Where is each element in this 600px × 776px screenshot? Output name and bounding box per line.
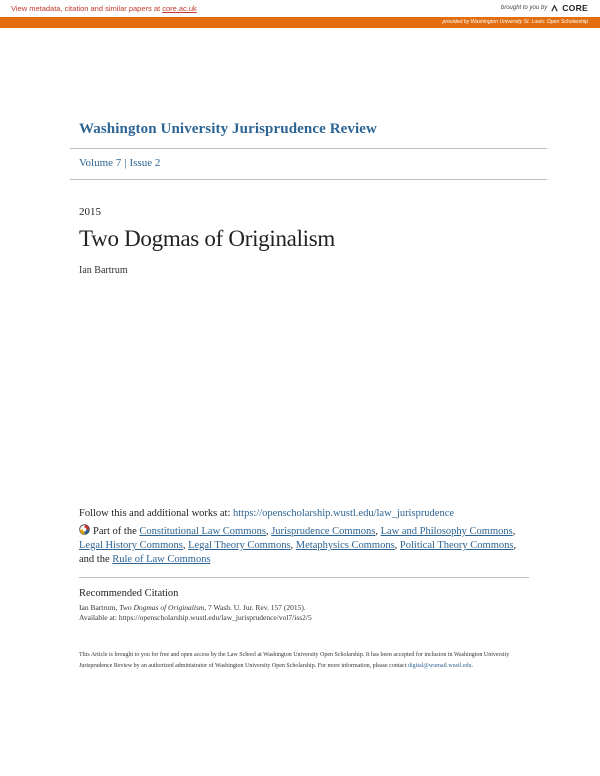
commons-link[interactable]: Political Theory Commons — [399, 540, 514, 551]
article-title: Two Dogmas of Originalism — [79, 226, 336, 251]
article-author: Ian Bartrum — [79, 265, 128, 276]
core-provided-by[interactable]: provided by Washington University St. Louis: Open Scholarship — [442, 18, 588, 25]
commons-link[interactable]: Constitutional Law Commons — [139, 526, 266, 537]
volume-issue: Volume 7 | Issue 2 — [79, 157, 161, 169]
commons-link[interactable]: Jurisprudence Commons — [271, 526, 376, 537]
part-of-commons: Part of the Constitutional Law Commons, Jurisprudence Commons, Law and Philosophy Commons, Legal History Commons, Legal Theory Commons, Metaphysics Commons, Political Theory Commons, and the Rule of Law Commons — [79, 526, 517, 565]
core-brought-by: brought to you by CORE — [500, 3, 588, 13]
core-ac-uk-link[interactable]: core.ac.uk — [162, 4, 197, 13]
commons-link[interactable]: Rule of Law Commons — [112, 554, 211, 565]
divider — [79, 577, 529, 578]
core-provided-bar — [0, 17, 600, 28]
follow-line: Follow this and additional works at: https://openscholarship.wustl.edu/law_jurisprudence — [79, 508, 455, 519]
commons-link[interactable]: Legal History Commons — [79, 540, 183, 551]
journal-title[interactable]: Washington University Jurisprudence Review — [79, 121, 377, 137]
core-logo-icon — [550, 4, 559, 13]
citation-text: Ian Bartrum, Two Dogmas of Originalism, 7 Wash. U. Jur. Rev. 157 (2015). Available at: https://openscholarship.wustl.edu/law_jurisprudence/vol7/iss2/5 — [79, 603, 312, 622]
divider — [70, 148, 547, 149]
issue-link[interactable]: Issue 2 — [129, 157, 161, 169]
volume-link[interactable]: Volume 7 — [79, 157, 122, 169]
commons-link[interactable]: Metaphysics Commons — [295, 540, 395, 551]
repository-link[interactable]: https://openscholarship.wustl.edu/law_jurisprudence — [233, 508, 455, 519]
divider — [70, 179, 547, 180]
network-commons-icon — [79, 524, 90, 535]
article-year: 2015 — [79, 206, 101, 218]
core-banner — [0, 0, 600, 17]
recommended-citation-heading: Recommended Citation — [79, 588, 179, 599]
core-metadata-text: View metadata, citation and similar papers at core.ac.uk — [11, 4, 197, 13]
commons-link[interactable]: Law and Philosophy Commons — [380, 526, 513, 537]
citation-available-url[interactable]: Available at: https://openscholarship.wustl.edu/law_jurisprudence/vol7/iss2/5 — [79, 613, 312, 622]
core-logo[interactable]: CORE — [562, 3, 588, 13]
contact-email-link[interactable]: digital@wumail.wustl.edu — [408, 662, 472, 669]
commons-link[interactable]: Legal Theory Commons — [188, 540, 291, 551]
open-access-notice: This Article is brought to you for free and open access by the Law School at Washington University Open Scholarship. It has been accepted for inclusion in Washington University Jurisprudence Review by an authorized administrator of Washington University Open Scholarship. For more information, please contact digital@wumail.wustl.edu. — [79, 652, 510, 669]
